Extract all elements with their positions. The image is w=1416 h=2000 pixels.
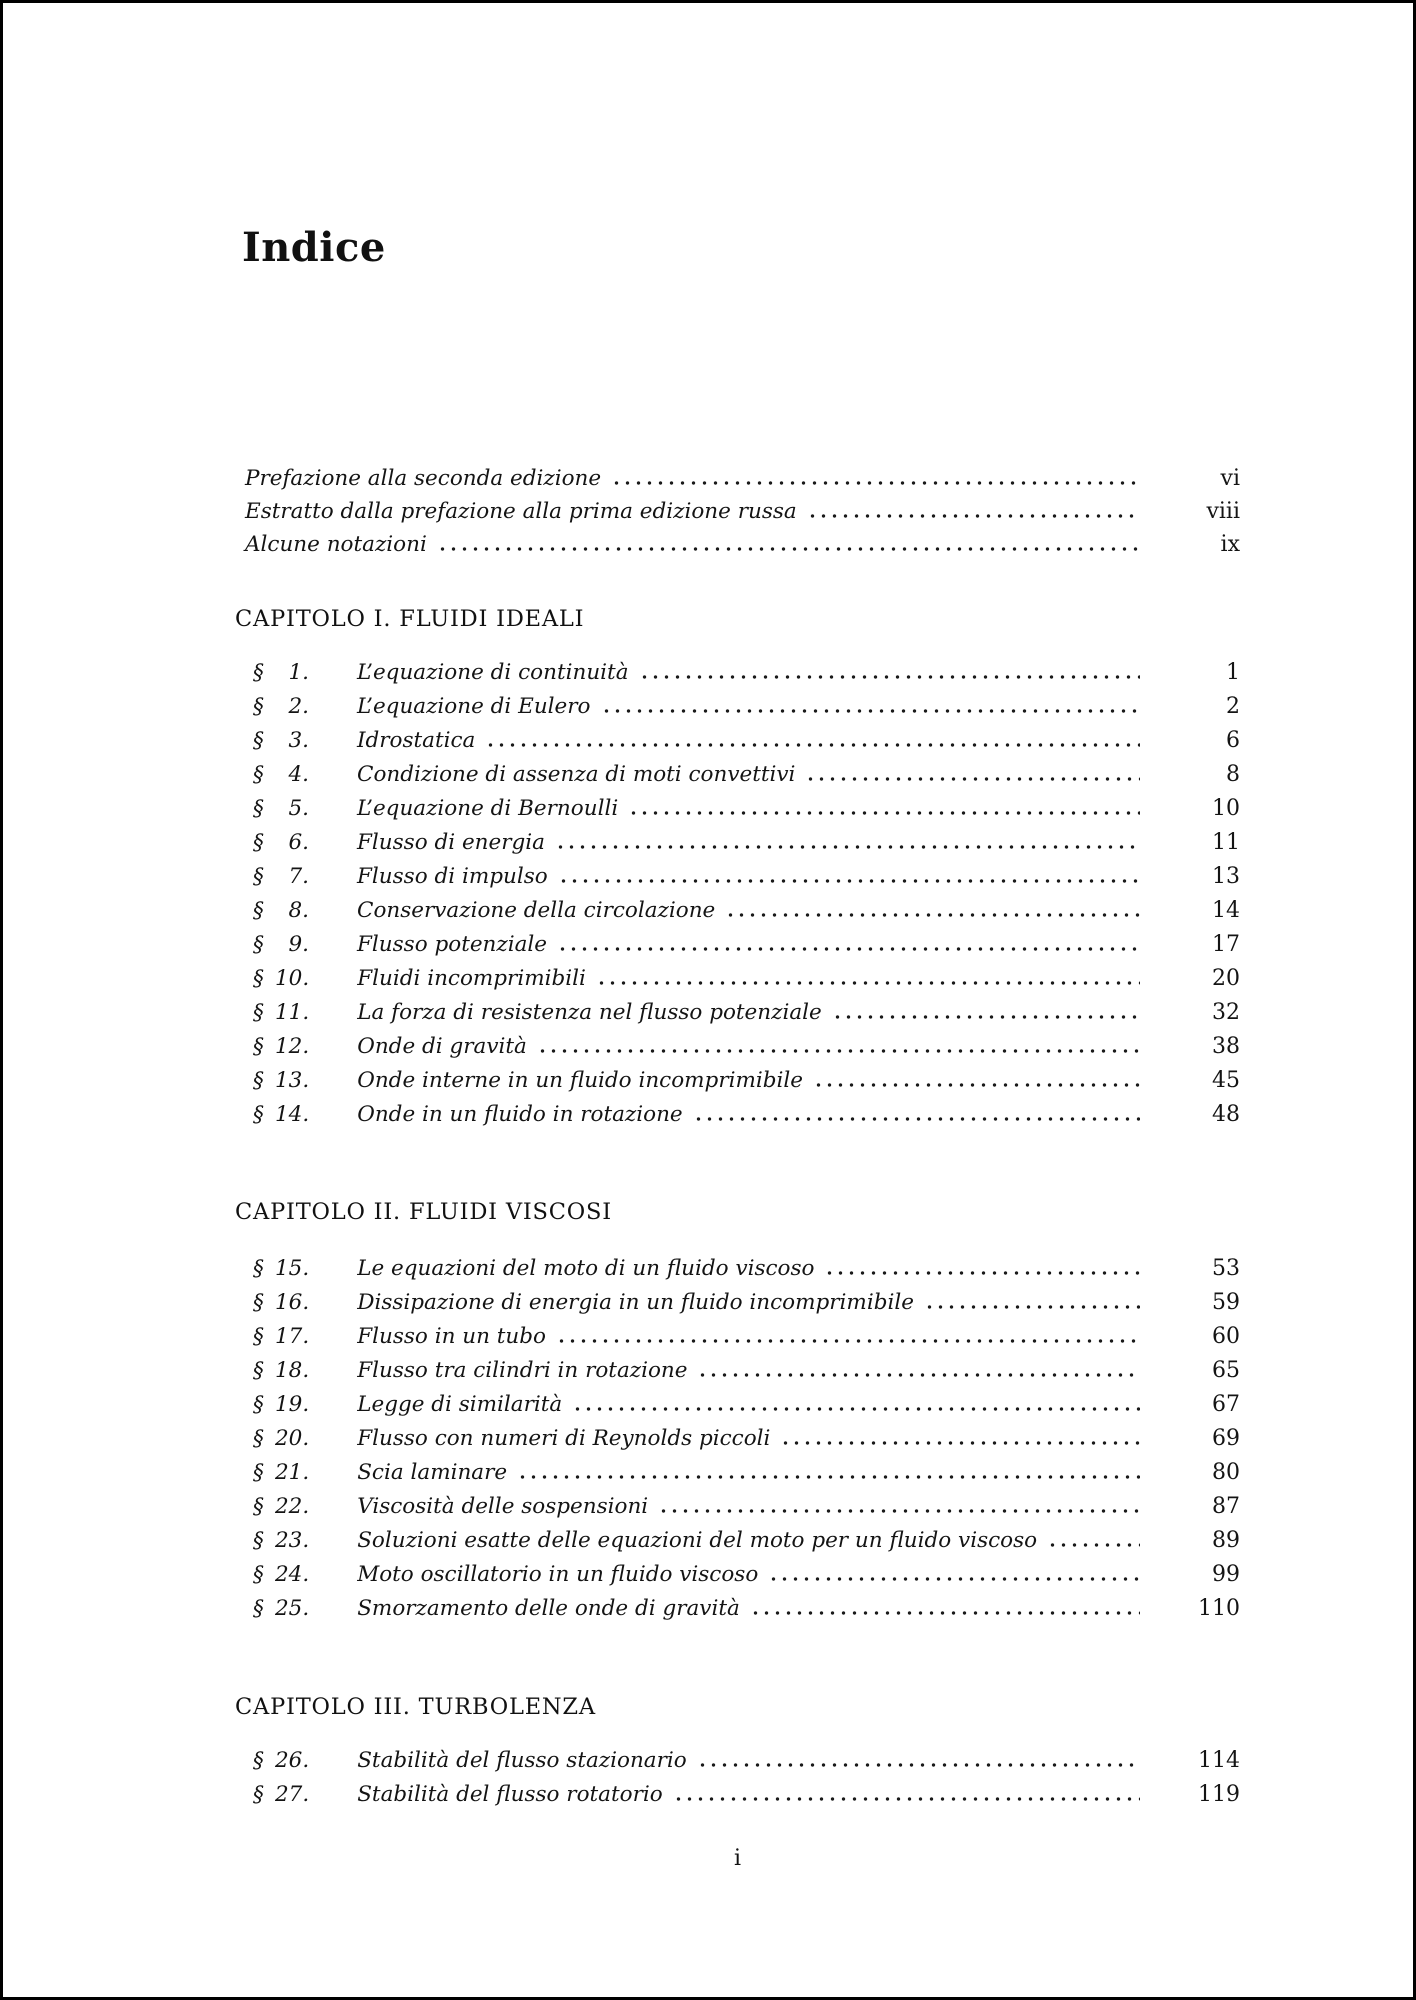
- entry-title: L’equazione di Eulero: [357, 694, 591, 719]
- entry-number: 4.: [288, 762, 309, 787]
- page-number: 14: [1212, 898, 1240, 923]
- dot-leader: [780, 1441, 1140, 1445]
- page-number: viii: [1206, 499, 1240, 524]
- section-mark: §: [253, 1426, 264, 1451]
- chapter-entries: [235, 1252, 1240, 1626]
- page-number: 2: [1226, 694, 1240, 719]
- section-mark: §: [253, 864, 264, 889]
- page-number: 8: [1226, 762, 1240, 787]
- toc-entry: [253, 1064, 1240, 1098]
- section-mark: §: [253, 1358, 264, 1383]
- dot-leader: [807, 514, 1140, 518]
- toc-entry: [253, 1354, 1240, 1388]
- page-number: 1: [1226, 660, 1240, 685]
- section-mark: §: [253, 1000, 264, 1025]
- dot-leader: [805, 777, 1140, 781]
- entry-number: 11.: [275, 1000, 310, 1025]
- entry-title: Onde in un fluido in rotazione: [357, 1102, 683, 1127]
- entry-title: Dissipazione di energia in un fluido incomprimibile: [357, 1290, 914, 1315]
- page-number: 17: [1212, 932, 1240, 957]
- dot-leader: [697, 1373, 1140, 1377]
- page-number: 32: [1212, 1000, 1240, 1025]
- section-mark: §: [253, 1494, 264, 1519]
- folio-page-number: i: [733, 1846, 742, 1871]
- chapter-heading: CAPITOLO II. FLUIDI VISCOSI: [235, 1199, 612, 1225]
- entry-title: Alcune notazioni: [245, 532, 427, 557]
- page-number: 99: [1212, 1562, 1240, 1587]
- page-number: 11: [1212, 830, 1240, 855]
- section-mark: §: [253, 966, 264, 991]
- section-mark: §: [253, 1748, 264, 1773]
- chapter-block: [235, 602, 1240, 1132]
- toc-entry: [253, 1524, 1240, 1558]
- dot-leader: [824, 1271, 1140, 1275]
- entry-number: 1.: [288, 660, 309, 685]
- entry-number: 18.: [275, 1358, 310, 1383]
- chapters: [235, 602, 1240, 1812]
- toc-entry: [253, 1030, 1240, 1064]
- dot-leader: [697, 1763, 1140, 1767]
- entry-title: Condizione di assenza di moti convettivi: [357, 762, 796, 787]
- entry-title: Flusso tra cilindri in rotazione: [357, 1358, 688, 1383]
- toc-entry: [253, 758, 1240, 792]
- page-number: 48: [1212, 1102, 1240, 1127]
- entry-number: 2.: [288, 694, 309, 719]
- section-mark: §: [253, 1528, 264, 1553]
- entry-title: Smorzamento delle onde di gravità: [357, 1596, 740, 1621]
- toc-entry: [253, 1388, 1240, 1422]
- page-number: 13: [1212, 864, 1240, 889]
- section-mark: §: [253, 1392, 264, 1417]
- entry-title: Legge di similarità: [357, 1392, 563, 1417]
- entry-number: 16.: [275, 1290, 310, 1315]
- entry-title: Onde interne in un fluido incomprimibile: [357, 1068, 803, 1093]
- toc-entry: [253, 1456, 1240, 1490]
- entry-title: L’equazione di continuità: [357, 660, 629, 685]
- page-number: 119: [1198, 1782, 1240, 1807]
- entry-number: 13.: [275, 1068, 310, 1093]
- entry-title: L’equazione di Bernoulli: [357, 796, 619, 821]
- toc-entry: [253, 1098, 1240, 1132]
- entry-title: Le equazioni del moto di un fluido viscoso: [357, 1256, 815, 1281]
- toc-entry: [253, 826, 1240, 860]
- entry-title: La forza di resistenza nel flusso potenziale: [357, 1000, 822, 1025]
- page-number: 89: [1212, 1528, 1240, 1553]
- entry-number: 10.: [275, 966, 310, 991]
- entry-number: 24.: [275, 1562, 310, 1587]
- entry-number: 22.: [275, 1494, 310, 1519]
- page-number: 65: [1212, 1358, 1240, 1383]
- dot-leader: [693, 1117, 1140, 1121]
- page-number: 59: [1212, 1290, 1240, 1315]
- entry-title: Soluzioni esatte delle equazioni del moto per un fluido viscoso: [357, 1528, 1038, 1553]
- dot-leader: [557, 947, 1140, 951]
- entry-number: 8.: [288, 898, 309, 923]
- dot-leader: [572, 1407, 1140, 1411]
- entry-title: Flusso di impulso: [357, 864, 548, 889]
- front-matter-entry: [245, 462, 1240, 495]
- page-number: 67: [1212, 1392, 1240, 1417]
- dot-leader: [596, 981, 1140, 985]
- chapter-heading: CAPITOLO III. TURBOLENZA: [235, 1694, 596, 1720]
- toc-entry: [253, 1778, 1240, 1812]
- page-number: ix: [1220, 532, 1240, 557]
- page-number: 110: [1198, 1596, 1240, 1621]
- entry-title: Flusso potenziale: [357, 932, 548, 957]
- entry-number: 20.: [275, 1426, 310, 1451]
- dot-leader: [611, 481, 1140, 485]
- dot-leader: [673, 1797, 1140, 1801]
- toc-entry: [253, 1286, 1240, 1320]
- entry-title: Fluidi incomprimibili: [357, 966, 586, 991]
- dot-leader: [556, 1339, 1140, 1343]
- toc-entry: [253, 962, 1240, 996]
- dot-leader: [639, 675, 1140, 679]
- dot-leader: [924, 1305, 1140, 1309]
- entry-number: 3.: [288, 728, 309, 753]
- dot-leader: [558, 879, 1140, 883]
- toc-entry: [253, 1558, 1240, 1592]
- dot-leader: [658, 1509, 1140, 1513]
- front-matter-entry: [245, 528, 1240, 561]
- section-mark: §: [253, 1256, 264, 1281]
- page-number: 114: [1198, 1748, 1240, 1773]
- toc-entry: [253, 996, 1240, 1030]
- section-mark: §: [253, 1068, 264, 1093]
- dot-leader: [832, 1015, 1140, 1019]
- dot-leader: [437, 547, 1140, 551]
- entry-title: Estratto dalla prefazione alla prima edizione russa: [245, 499, 797, 524]
- toc-entry: [253, 1422, 1240, 1456]
- toc-entry: [253, 894, 1240, 928]
- page-number: 69: [1212, 1426, 1240, 1451]
- section-mark: §: [253, 728, 264, 753]
- section-mark: §: [253, 1460, 264, 1485]
- toc-entry: [253, 928, 1240, 962]
- entry-number: 9.: [288, 932, 309, 957]
- dot-leader: [725, 913, 1140, 917]
- dot-leader: [628, 811, 1140, 815]
- section-mark: §: [253, 796, 264, 821]
- toc-entry: [253, 690, 1240, 724]
- page-number: 38: [1212, 1034, 1240, 1059]
- chapter-block: [235, 1690, 1240, 1812]
- page-number: 10: [1212, 796, 1240, 821]
- entry-title: Stabilità del flusso rotatorio: [357, 1782, 663, 1807]
- toc-entry: [253, 1744, 1240, 1778]
- entry-number: 14.: [275, 1102, 310, 1127]
- entry-title: Prefazione alla seconda edizione: [245, 466, 602, 491]
- entry-number: 26.: [275, 1748, 310, 1773]
- entry-title: Flusso in un tubo: [357, 1324, 546, 1349]
- chapter-heading: CAPITOLO I. FLUIDI IDEALI: [235, 606, 585, 632]
- chapter-entries: [235, 656, 1240, 1132]
- entry-number: 17.: [275, 1324, 310, 1349]
- page-number: 45: [1212, 1068, 1240, 1093]
- entry-number: 27.: [275, 1782, 310, 1807]
- entry-number: 21.: [275, 1460, 310, 1485]
- front-matter-entry: [245, 495, 1240, 528]
- entry-number: 25.: [275, 1596, 310, 1621]
- entry-title: Flusso di energia: [357, 830, 545, 855]
- page-title: Indice: [242, 224, 386, 271]
- section-mark: §: [253, 762, 264, 787]
- page-number: 80: [1212, 1460, 1240, 1485]
- dot-leader: [768, 1577, 1140, 1581]
- section-mark: §: [253, 932, 264, 957]
- dot-leader: [601, 709, 1141, 713]
- entry-title: Moto oscillatorio in un fluido viscoso: [357, 1562, 759, 1587]
- section-mark: §: [253, 1596, 264, 1621]
- dot-leader: [517, 1475, 1140, 1479]
- toc-entry: [253, 792, 1240, 826]
- toc-entry: [253, 1320, 1240, 1354]
- page-number: vi: [1220, 466, 1240, 491]
- entry-number: 12.: [275, 1034, 310, 1059]
- entry-title: Scia laminare: [357, 1460, 508, 1485]
- section-mark: §: [253, 660, 264, 685]
- dot-leader: [485, 743, 1140, 747]
- section-mark: §: [253, 830, 264, 855]
- dot-leader: [537, 1049, 1140, 1053]
- entry-number: 7.: [288, 864, 309, 889]
- section-mark: §: [253, 1290, 264, 1315]
- entry-number: 19.: [275, 1392, 310, 1417]
- section-mark: §: [253, 1782, 264, 1807]
- document-page: [235, 0, 1240, 1872]
- section-mark: §: [253, 1562, 264, 1587]
- toc-entry: [253, 1252, 1240, 1286]
- section-mark: §: [253, 898, 264, 923]
- toc-entry: [253, 724, 1240, 758]
- entry-title: Stabilità del flusso stazionario: [357, 1748, 687, 1773]
- entry-number: 6.: [288, 830, 309, 855]
- entry-title: Onde di gravità: [357, 1034, 527, 1059]
- entry-title: Viscosità delle sospensioni: [357, 1494, 649, 1519]
- toc-entry: [253, 1490, 1240, 1524]
- section-mark: §: [253, 694, 264, 719]
- section-mark: §: [253, 1102, 264, 1127]
- page-number: 87: [1212, 1494, 1240, 1519]
- chapter-entries: [235, 1744, 1240, 1812]
- page-number: 53: [1212, 1256, 1240, 1281]
- toc-entry: [253, 1592, 1240, 1626]
- dot-leader: [1047, 1543, 1140, 1547]
- page-number: 20: [1212, 966, 1240, 991]
- entry-title: Idrostatica: [357, 728, 476, 753]
- section-mark: §: [253, 1324, 264, 1349]
- entry-number: 15.: [275, 1256, 310, 1281]
- page-number: 6: [1226, 728, 1240, 753]
- dot-leader: [750, 1611, 1140, 1615]
- front-matter-list: [235, 462, 1240, 561]
- entry-title: Conservazione della circolazione: [357, 898, 716, 923]
- section-mark: §: [253, 1034, 264, 1059]
- entry-number: 23.: [275, 1528, 310, 1553]
- toc-entry: [253, 860, 1240, 894]
- entry-title: Flusso con numeri di Reynolds piccoli: [357, 1426, 771, 1451]
- toc-entry: [253, 656, 1240, 690]
- dot-leader: [555, 845, 1140, 849]
- chapter-block: [235, 1195, 1240, 1626]
- entry-number: 5.: [288, 796, 309, 821]
- page-number: 60: [1212, 1324, 1240, 1349]
- dot-leader: [813, 1083, 1140, 1087]
